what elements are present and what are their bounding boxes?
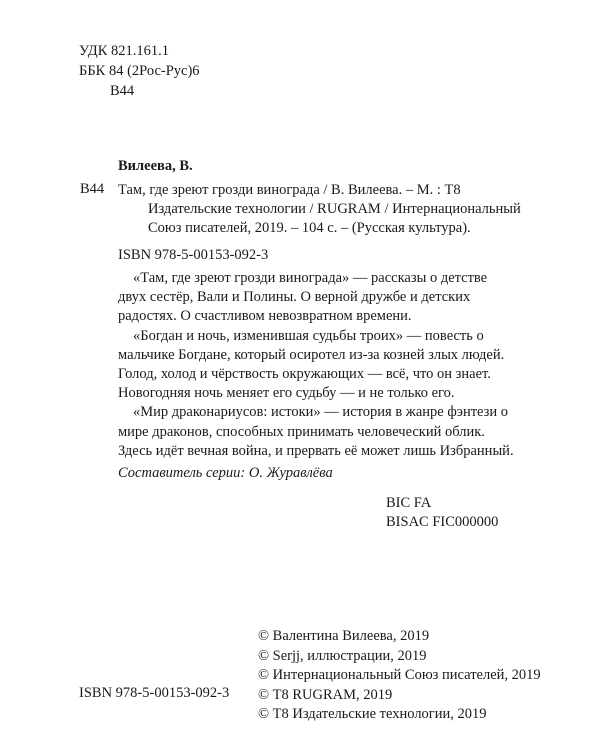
description-line: Союз писателей, 2019. – 104 с. – (Русская культура).	[148, 220, 471, 236]
copyright-block	[258, 627, 541, 725]
description-line: Издательские технологии / RUGRAM / Интернациональный	[148, 201, 521, 217]
udk-code: УДК 821.161.1	[79, 43, 169, 59]
isbn-bottom: ISBN 978-5-00153-092-3	[79, 685, 230, 701]
subject-codes	[386, 494, 498, 532]
author-name: Вилеева, В.	[118, 158, 193, 174]
series-compiler: Составитель серии: О. Журавлёва	[118, 465, 333, 481]
bibliographic-description	[118, 181, 521, 238]
isbn: ISBN 978-5-00153-092-3	[118, 247, 269, 263]
author-code: В44	[80, 181, 105, 197]
copyright-line: © Serjj, иллюстрации, 2019	[258, 647, 427, 664]
annotation	[118, 269, 518, 461]
bic-code: BIC FA	[386, 495, 432, 511]
copyright-line: © Т8 RUGRAM, 2019	[258, 686, 393, 703]
copyright-line: © Интернациональный Союз писателей, 2019	[258, 667, 541, 683]
bbk-code: ББК 84 (2Рос-Рус)6	[79, 63, 200, 79]
classification-codes	[79, 41, 200, 101]
copyright-line: © Т8 Издательские технологии, 2019	[258, 706, 487, 722]
annotation-paragraph: «Там, где зреют грозди винограда» — рассказы о детстве двух сестёр, Вали и Полины. О верной дружбе и детских радостях. О счастливом невозвратном времени.	[118, 270, 488, 325]
annotation-paragraph: «Богдан и ночь, изменившая судьбы троих» — повесть о мальчике Богдане, который осиротел из-за козней злых людей. Голод, холод и чёрствость окружающих — всё, что он знает. Новогодняя ночь меняет его судьбу — и не только его.	[118, 327, 505, 402]
description-line: Там, где зреют грозди винограда / В. Вилеева. – М. : Т8	[118, 182, 461, 198]
copyright-line: © Валентина Вилеева, 2019	[258, 628, 430, 644]
annotation-paragraph: «Мир драконариусов: истоки» — история в жанре фэнтези о мире драконов, способных принимать человеческий облик. Здесь идёт вечная война, и прервать её может лишь Избранный.	[118, 404, 514, 459]
author-code-top: В44	[110, 83, 135, 99]
bisac-code: BISAC FIC000000	[386, 514, 499, 530]
